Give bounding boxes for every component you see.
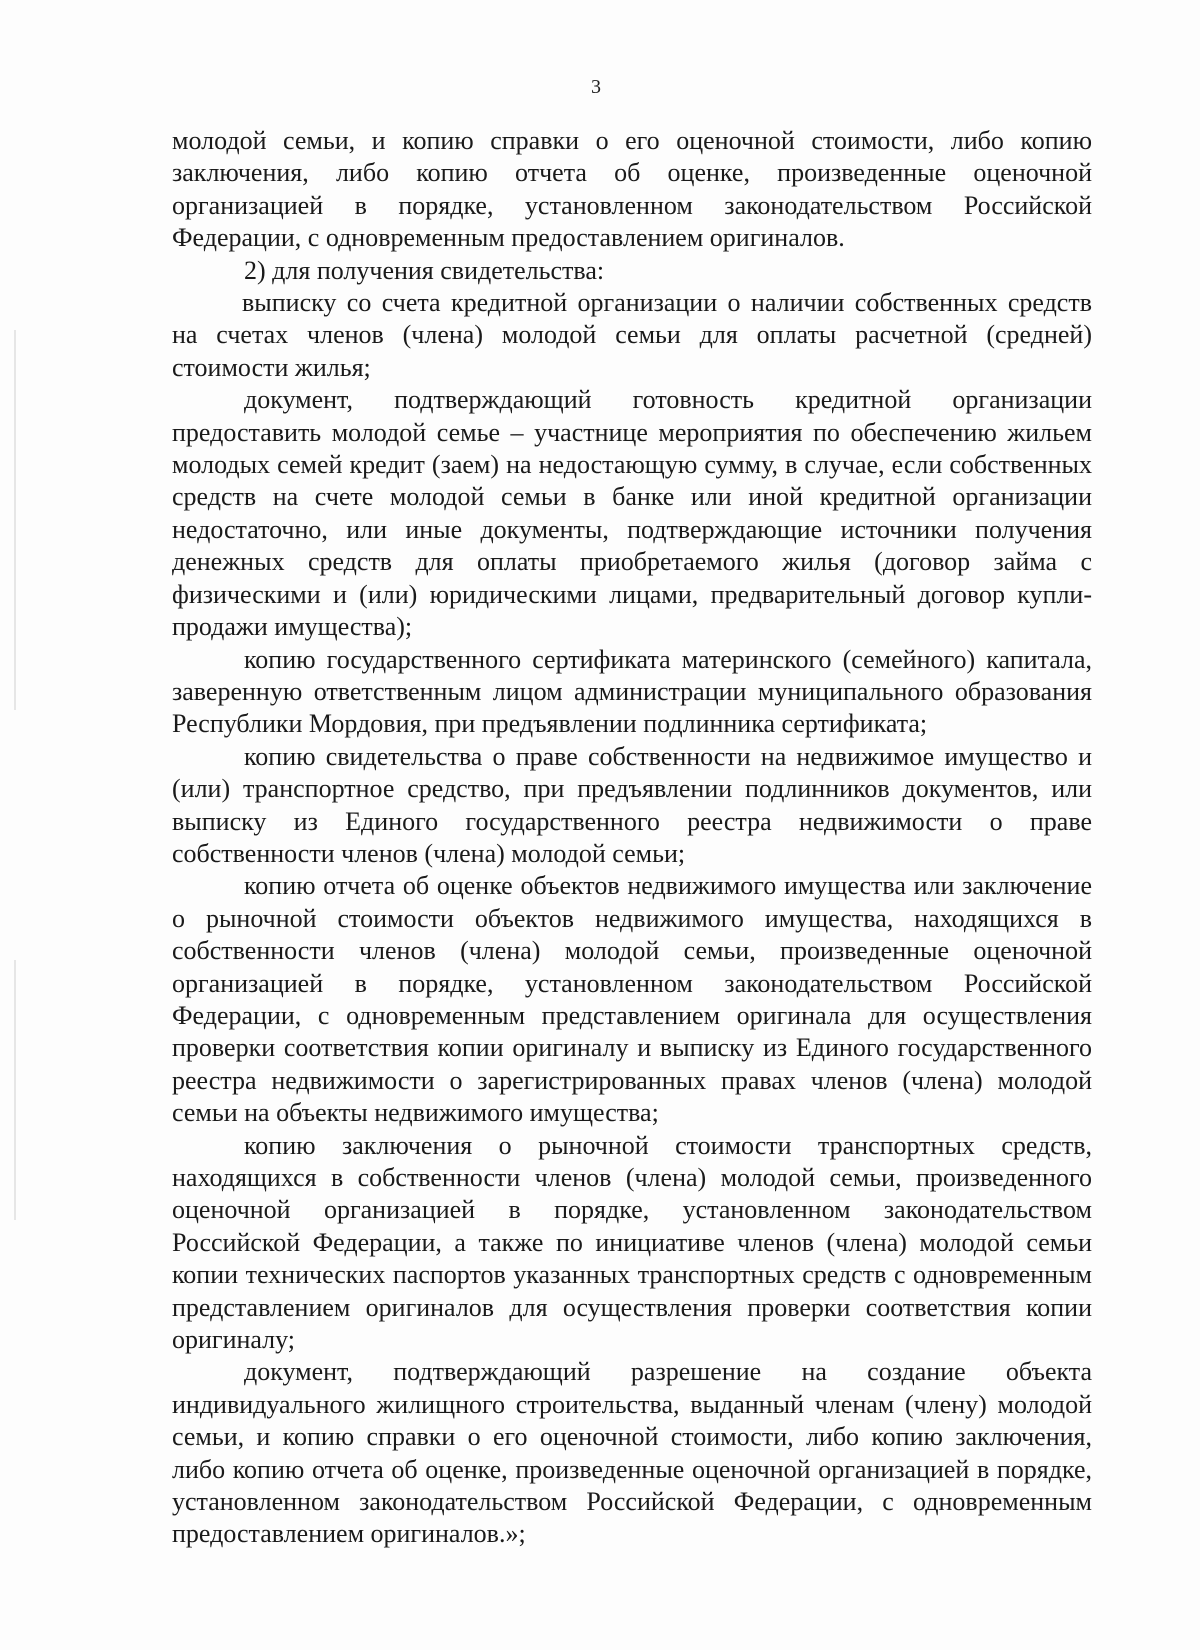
paragraph-subheading: 2) для получения свидетельства: [244,255,605,285]
scan-margin-mark [14,330,16,710]
paragraph-continuation: молодой семьи, и копию справки о его оценочной стоимости, либо копию заключения, либо копию отчета об оценке, произведенные оценочной организацией в порядке, установленном законодательством Российской Федерации, с одновременным предоставлением оригиналов. [172,126,1092,253]
document-body [172,125,1092,1551]
scan-margin-mark [14,960,16,1220]
paragraph-property-certificate: копию свидетельства о праве собственности на недвижимое имущество и (или) транспортное средство, при предъявлении подлинников документов, или выписку из Единого государственного реестра недвижимости о праве собственности членов (члена) молодой семьи; [172,741,1092,868]
page-number: 3 [591,76,601,98]
paragraph-bank-statement: выписку со счета кредитной организации о наличии собственных средств на счетах членов (члена) молодой семьи для оплаты расчетной (средней) стоимости жилья; [172,288,1092,382]
paragraph-construction-permit: документ, подтверждающий разрешение на создание объекта индивидуального жилищного строительства, выданный членам (члену) молодой семьи, и копию справки о его оценочной стоимости, либо копию заключения, либо копию отчета об оценке, произведенные оценочной организацией в порядке, установленном законодательством Российской Федерации, с одновременным предоставлением оригиналов.»; [172,1357,1092,1549]
paragraph-vehicle-valuation: копию заключения о рыночной стоимости транспортных средств, находящихся в собственности членов (члена) молодой семьи, произведенного оценочной организацией в порядке, установленном законодательством Российской Федерации, а также по инициативе членов (члена) молодой семьи копии технических паспортов указанных транспортных средств с одновременным представлением оригиналов для осуществления проверки соответствия копии оригиналу; [172,1130,1092,1355]
paragraph-credit-confirmation: документ, подтверждающий готовность кредитной организации предоставить молодой семье – участнице мероприятия по обеспечению жильем молодых семей кредит (заем) на недостающую сумму, в случае, если собственных средств на счете молодой семьи в банке или иной кредитной организации недостаточно, или иные документы, подтверждающие источники получения денежных средств для оплаты приобретаемого жилья (договор займа с физическими и (или) юридическими лицами, предварительный договор купли-продажи имущества); [172,385,1092,642]
paragraph-real-estate-valuation: копию отчета об оценке объектов недвижимого имущества или заключение о рыночной стоимости объектов недвижимого имущества, находящихся в собственности членов (члена) молодой семьи, произведенные оценочной организацией в порядке, установленном законодательством Российской Федерации, с одновременным представлением оригинала для осуществления проверки соответствия копии оригиналу и выписку из Единого государственного реестра недвижимости о зарегистрированных правах членов (члена) молодой семьи на объекты недвижимого имущества; [172,871,1092,1128]
paragraph-maternity-certificate: копию государственного сертификата материнского (семейного) капитала, заверенную ответственным лицом администрации муниципального образования Республики Мордовия, при предъявлении подлинника сертификата; [172,644,1092,739]
